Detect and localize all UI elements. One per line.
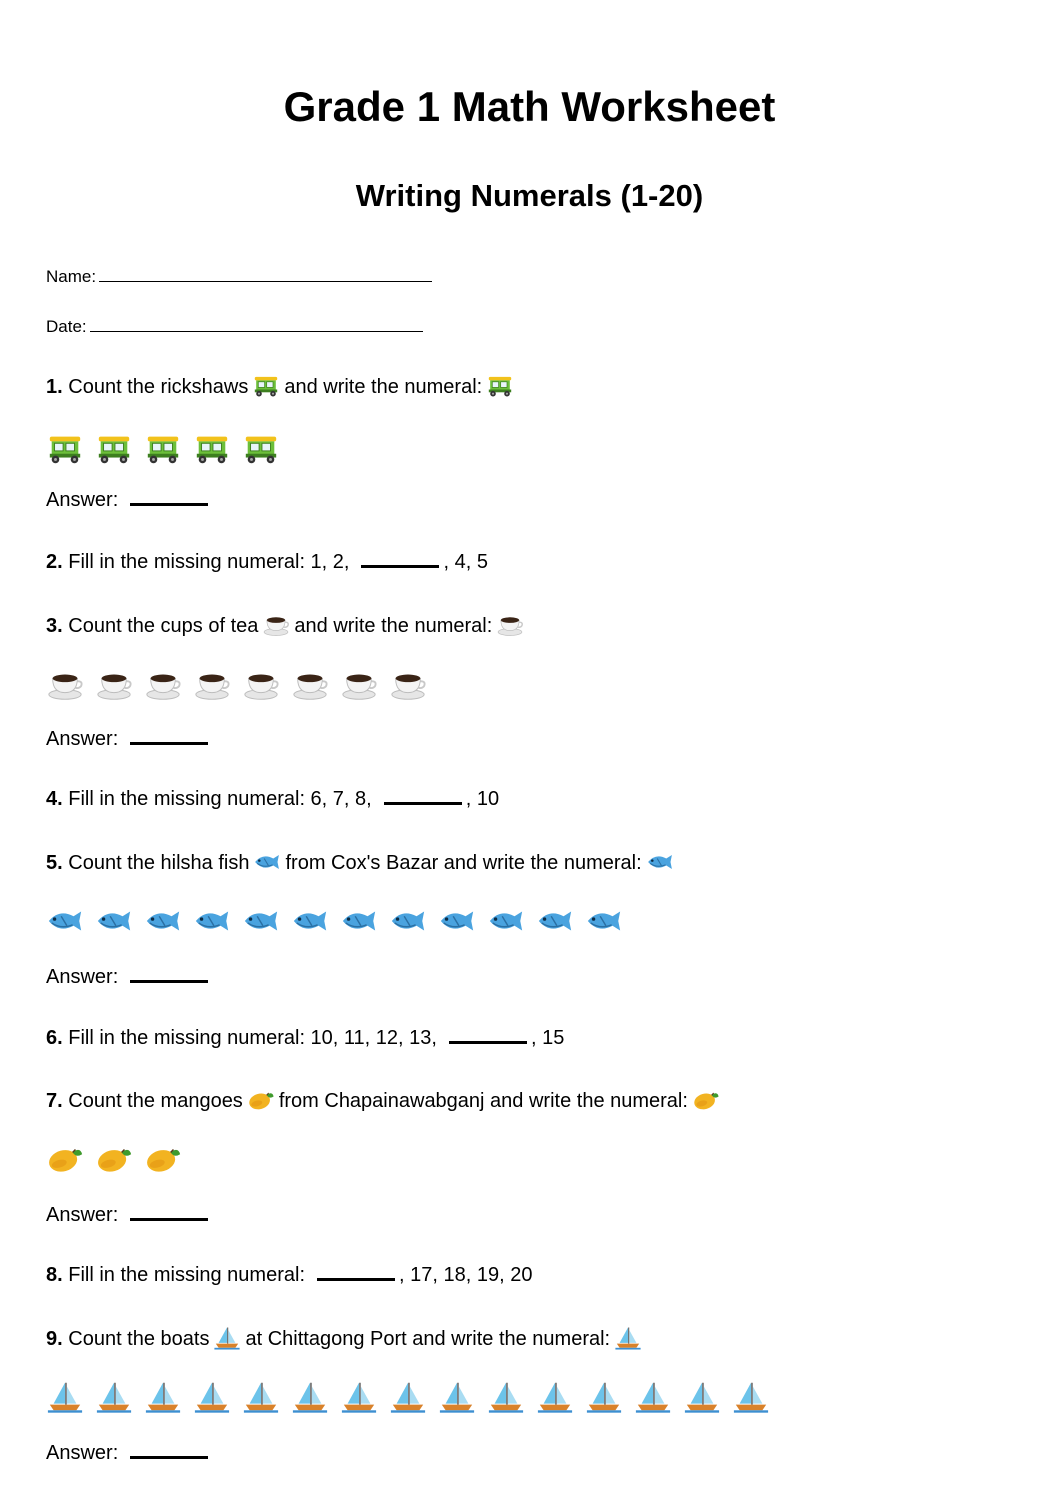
mango-icon <box>144 1142 182 1176</box>
question-text: Count the cups of tea <box>68 615 259 637</box>
rickshaw-icon <box>486 374 514 398</box>
name-label: Name: <box>46 267 97 286</box>
rickshaw-icon <box>193 432 231 466</box>
missing-blank[interactable] <box>317 1278 395 1281</box>
fish-icon <box>193 904 231 938</box>
question-number: 8. <box>46 1264 63 1286</box>
rickshaw-icon <box>242 432 280 466</box>
question-number: 1. <box>46 376 63 398</box>
question-4 <box>46 786 499 812</box>
fish-icon <box>585 904 623 938</box>
fish-icon <box>144 904 182 938</box>
answer-3 <box>46 726 212 752</box>
question-text: Fill in the missing numeral: <box>68 1264 305 1286</box>
tea-cup-icon <box>262 613 290 637</box>
question-5 <box>46 850 678 876</box>
fish-icon <box>253 850 281 874</box>
icon-row <box>46 1380 781 1416</box>
missing-blank[interactable] <box>384 802 462 805</box>
sailboat-icon <box>193 1380 231 1414</box>
fish-icon <box>46 904 84 938</box>
sailboat-icon <box>389 1380 427 1414</box>
date-label: Date: <box>46 317 87 336</box>
question-text: Count the mangoes <box>68 1090 243 1112</box>
fish-icon <box>438 904 476 938</box>
answer-9 <box>46 1440 212 1466</box>
question-text: Count the boats <box>68 1328 210 1350</box>
question-text: Fill in the missing numeral: 6, 7, 8, <box>68 788 372 810</box>
fish-icon <box>487 904 525 938</box>
name-field[interactable] <box>46 266 432 288</box>
icon-row <box>46 1142 193 1178</box>
question-text: Fill in the missing numeral: 1, 2, <box>68 551 350 573</box>
fish-icon <box>646 850 674 874</box>
fish-icon <box>340 904 378 938</box>
tea-cup-icon <box>389 668 427 702</box>
answer-1 <box>46 487 212 513</box>
sailboat-icon <box>683 1380 721 1414</box>
page-subtitle: Writing Numerals (1-20) <box>355 178 704 213</box>
question-text: and write the numeral: <box>284 376 483 398</box>
sailboat-icon <box>487 1380 525 1414</box>
answer-blank[interactable] <box>130 980 208 983</box>
question-text: , 4, 5 <box>443 551 488 573</box>
sailboat-icon <box>340 1380 378 1414</box>
fish-icon <box>291 904 329 938</box>
question-6 <box>46 1025 564 1051</box>
fish-icon <box>389 904 427 938</box>
rickshaw-icon <box>46 432 84 466</box>
rickshaw-icon <box>95 432 133 466</box>
answer-blank[interactable] <box>130 1456 208 1459</box>
answer-label: Answer: <box>46 1204 119 1226</box>
tea-cup-icon <box>340 668 378 702</box>
question-text: , 15 <box>530 1027 565 1049</box>
question-number: 5. <box>46 852 63 874</box>
question-number: 9. <box>46 1328 63 1350</box>
sailboat-icon <box>614 1326 642 1350</box>
icon-row <box>46 904 634 940</box>
mango-icon <box>247 1088 275 1112</box>
question-2 <box>46 549 488 575</box>
sailboat-icon <box>438 1380 476 1414</box>
tea-cup-icon <box>144 668 182 702</box>
fish-icon <box>95 904 133 938</box>
tea-cup-icon <box>193 668 231 702</box>
answer-label: Answer: <box>46 1442 119 1464</box>
question-text: from Chapainawabganj and write the numeral: <box>278 1090 688 1112</box>
question-text: and write the numeral: <box>294 615 493 637</box>
sailboat-icon <box>291 1380 329 1414</box>
tea-cup-icon <box>46 668 84 702</box>
mango-icon <box>95 1142 133 1176</box>
tea-cup-icon <box>496 613 524 637</box>
sailboat-icon <box>46 1380 84 1414</box>
question-number: 7. <box>46 1090 63 1112</box>
rickshaw-icon <box>252 374 280 398</box>
answer-blank[interactable] <box>130 1218 208 1221</box>
question-text: Fill in the missing numeral: 10, 11, 12, 13, <box>68 1027 437 1049</box>
tea-cup-icon <box>95 668 133 702</box>
sailboat-icon <box>585 1380 623 1414</box>
sailboat-icon <box>144 1380 182 1414</box>
question-text: , 17, 18, 19, 20 <box>399 1264 533 1286</box>
answer-7 <box>46 1202 212 1228</box>
fish-icon <box>536 904 574 938</box>
date-field[interactable] <box>46 316 423 338</box>
question-3 <box>46 613 528 639</box>
answer-label: Answer: <box>46 489 119 511</box>
mango-icon <box>692 1088 720 1112</box>
question-7 <box>46 1088 724 1114</box>
question-8 <box>46 1262 532 1288</box>
date-line[interactable] <box>90 317 423 332</box>
sailboat-icon <box>242 1380 280 1414</box>
sailboat-icon <box>95 1380 133 1414</box>
sailboat-icon <box>634 1380 672 1414</box>
name-line[interactable] <box>99 267 432 282</box>
page-title: Grade 1 Math Worksheet <box>283 83 776 130</box>
answer-blank[interactable] <box>130 503 208 506</box>
answer-blank[interactable] <box>130 742 208 745</box>
sailboat-icon <box>213 1326 241 1350</box>
answer-label: Answer: <box>46 728 119 750</box>
question-text: Count the hilsha fish <box>68 852 250 874</box>
rickshaw-icon <box>144 432 182 466</box>
answer-label: Answer: <box>46 966 119 988</box>
question-text: , 10 <box>465 788 500 810</box>
question-1 <box>46 374 518 400</box>
question-9 <box>46 1326 646 1352</box>
icon-row <box>46 668 438 704</box>
icon-row <box>46 432 291 468</box>
fish-icon <box>242 904 280 938</box>
missing-blank[interactable] <box>449 1041 527 1044</box>
question-text: Count the rickshaws <box>68 376 249 398</box>
sailboat-icon <box>536 1380 574 1414</box>
missing-blank[interactable] <box>361 565 439 568</box>
question-text: from Cox's Bazar and write the numeral: <box>285 852 642 874</box>
tea-cup-icon <box>242 668 280 702</box>
question-number: 4. <box>46 788 63 810</box>
answer-5 <box>46 964 212 990</box>
sailboat-icon <box>732 1380 770 1414</box>
question-number: 3. <box>46 615 63 637</box>
question-text: at Chittagong Port and write the numeral: <box>245 1328 611 1350</box>
question-number: 6. <box>46 1027 63 1049</box>
question-number: 2. <box>46 551 63 573</box>
mango-icon <box>46 1142 84 1176</box>
tea-cup-icon <box>291 668 329 702</box>
